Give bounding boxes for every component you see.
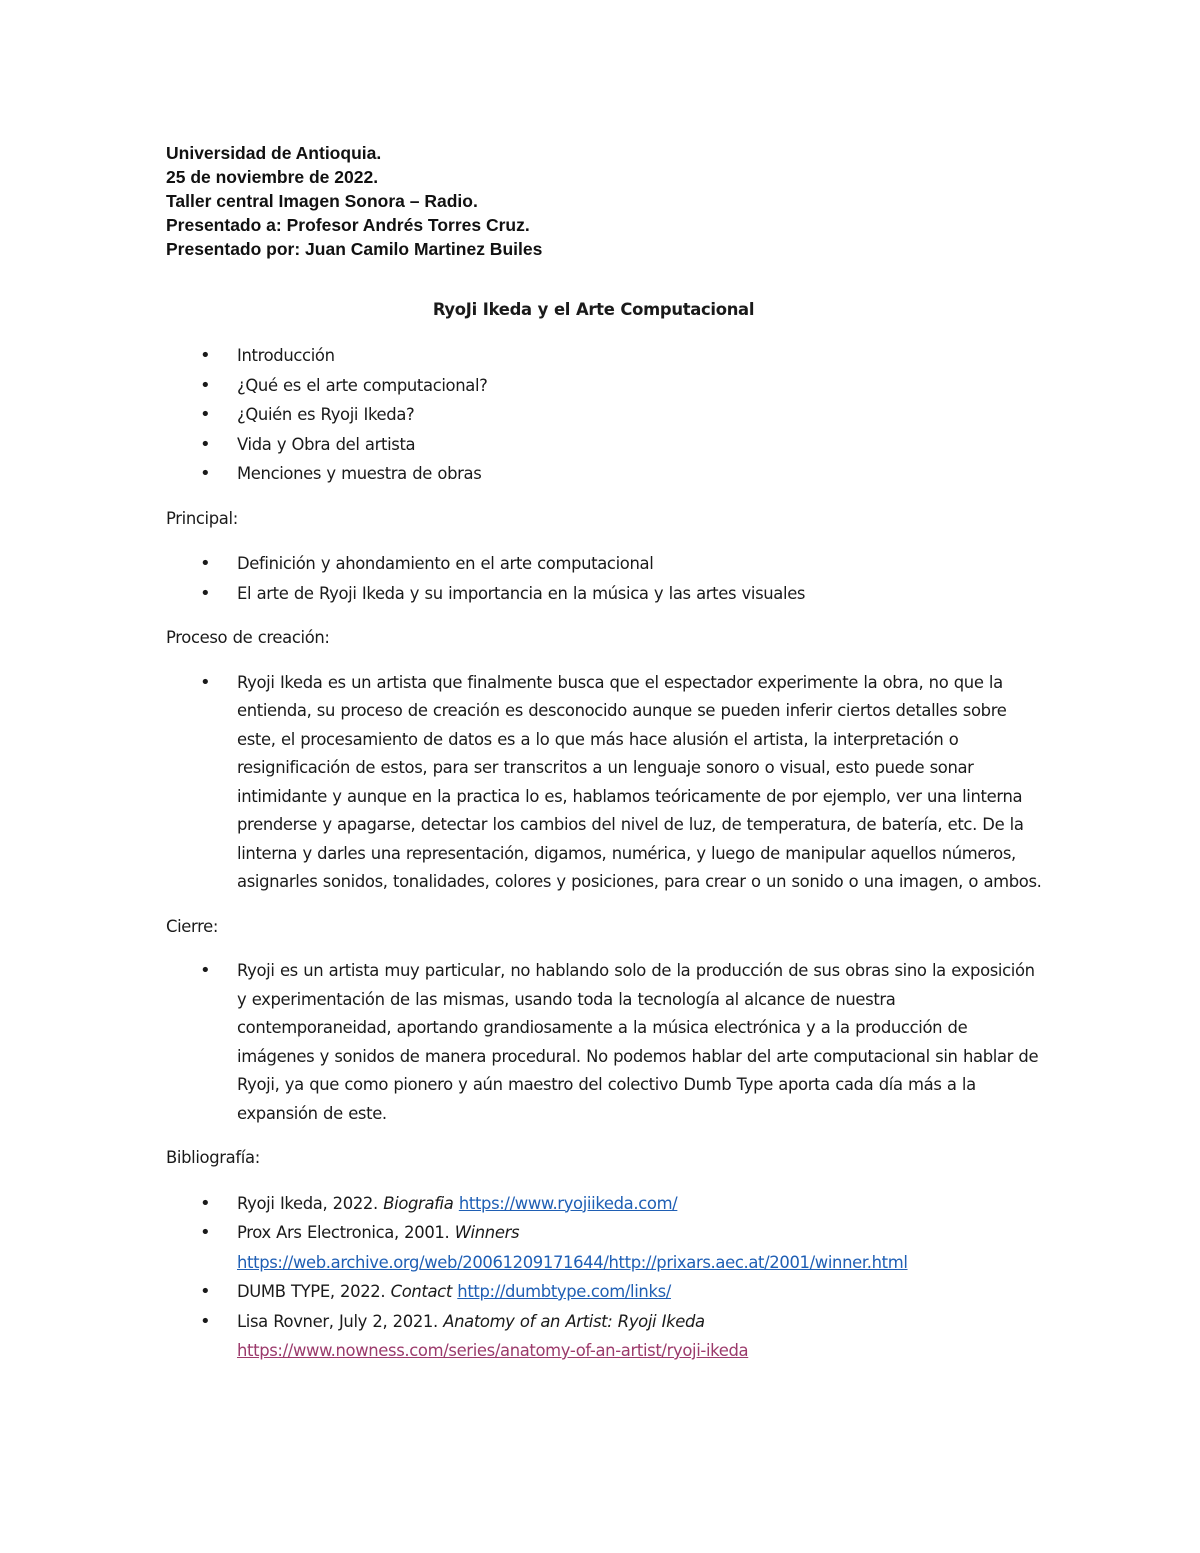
bibliography-author: Ryoji Ikeda, 2022. — [237, 1193, 384, 1213]
document-title: RyoJi Ikeda y el Arte Computacional — [432, 300, 755, 319]
bibliography-link[interactable]: http://dumbtype.com/links/ — [457, 1282, 671, 1301]
header-course: Taller central Imagen Sonora – Radio. — [166, 191, 478, 211]
bibliography-link[interactable]: https://www.ryojiikeda.com/ — [458, 1193, 678, 1213]
section-label-cierre: Cierre: — [166, 916, 219, 936]
bibliography-title: Contact — [390, 1282, 452, 1301]
bibliography-author: Prox Ars Electronica, 2001. — [237, 1223, 455, 1242]
proceso-list — [166, 669, 1046, 897]
list-item: • Vida y Obra del artista — [166, 430, 1046, 460]
bibliography-entry — [166, 1189, 1046, 1219]
list-item: • El arte de Ryoji Ikeda y su importancia en la música y las artes visuales — [166, 579, 1046, 609]
proceso-paragraph: • Ryoji Ikeda es un artista que finalmente busca que el espectador experimente la obra, no que la entienda, su proceso de creación es desconocido aunque se pueden inferir ciertos detalles sobre este, el procesamiento de datos es a lo que más hace alusión el artista, la interpretación o resignificación de estos, para ser transcritos a un lenguaje sonoro o visual, esto puede sonar intimidante y aunque en la practica lo es, hablamos teóricamente de por ejemplo, ver una linterna prenderse y apagarse, detectar los cambios del nivel de luz, de temperatura, de batería, etc. De la linterna y darles una representación, digamos, numérica, y luego de manipular aquellos números, asignarles sonidos, tonalidades, colores y posiciones, para crear o un sonido o una imagen, o ambos. — [166, 669, 1046, 897]
list-item: • ¿Quién es Ryoji Ikeda? — [166, 400, 1046, 430]
bibliography-list — [166, 1189, 1046, 1366]
intro-list — [166, 341, 1046, 489]
section-label-proceso: Proceso de creación: — [166, 628, 330, 647]
bibliography-author: DUMB TYPE, 2022. — [237, 1282, 391, 1301]
header-presented-to: Presentado a: Profesor Andrés Torres Cruz. — [166, 215, 530, 235]
bibliography-link[interactable]: https://www.nowness.com/series/anatomy-of-an-artist/ryoji-ikeda — [237, 1341, 749, 1360]
cierre-paragraph: • Ryoji es un artista muy particular, no hablando solo de la producción de sus obras sino la exposición y experimentación de las mismas, usando toda la tecnología al alcance de nuestra contemporaneidad, aportando grandiosamente a la música electrónica y a la producción de imágenes y sonidos de manera procedural. No podemos hablar del arte computacional sin hablar de Ryoji, ya que como pionero y aún maestro del colectivo Dumb Type aporta cada día más a la expansión de este. — [166, 957, 1046, 1128]
list-item: • Introducción — [166, 341, 1046, 371]
bibliography-entry — [166, 1307, 1046, 1366]
bibliography-title: Biografia — [383, 1193, 454, 1213]
section-label-principal: Principal: — [166, 508, 238, 528]
bibliography-entry — [166, 1277, 1046, 1307]
bibliography-title: Winners — [454, 1223, 520, 1242]
document-header — [166, 141, 542, 261]
bibliography-entry — [166, 1218, 1046, 1277]
cierre-list — [166, 957, 1046, 1128]
list-item: • ¿Qué es el arte computacional? — [166, 371, 1046, 401]
bibliography-title: Anatomy of an Artist: Ryoji Ikeda — [443, 1311, 705, 1331]
header-date: 25 de noviembre de 2022. — [166, 167, 379, 187]
header-university: Universidad de Antioquia. — [166, 143, 382, 163]
bibliography-author: Lisa Rovner, July 2, 2021. — [237, 1311, 444, 1331]
document-body — [166, 296, 1046, 1382]
header-presented-by: Presentado por: Juan Camilo Martinez Builes — [166, 239, 543, 259]
list-item: • Menciones y muestra de obras — [166, 459, 1046, 489]
bibliography-link[interactable]: https://web.archive.org/web/20061209171644/http://prixars.aec.at/2001/winner.html — [237, 1252, 908, 1272]
principal-list — [166, 549, 1046, 608]
section-label-bibliografia: Bibliografía: — [166, 1148, 260, 1167]
list-item: • Definición y ahondamiento en el arte computacional — [166, 549, 1046, 579]
